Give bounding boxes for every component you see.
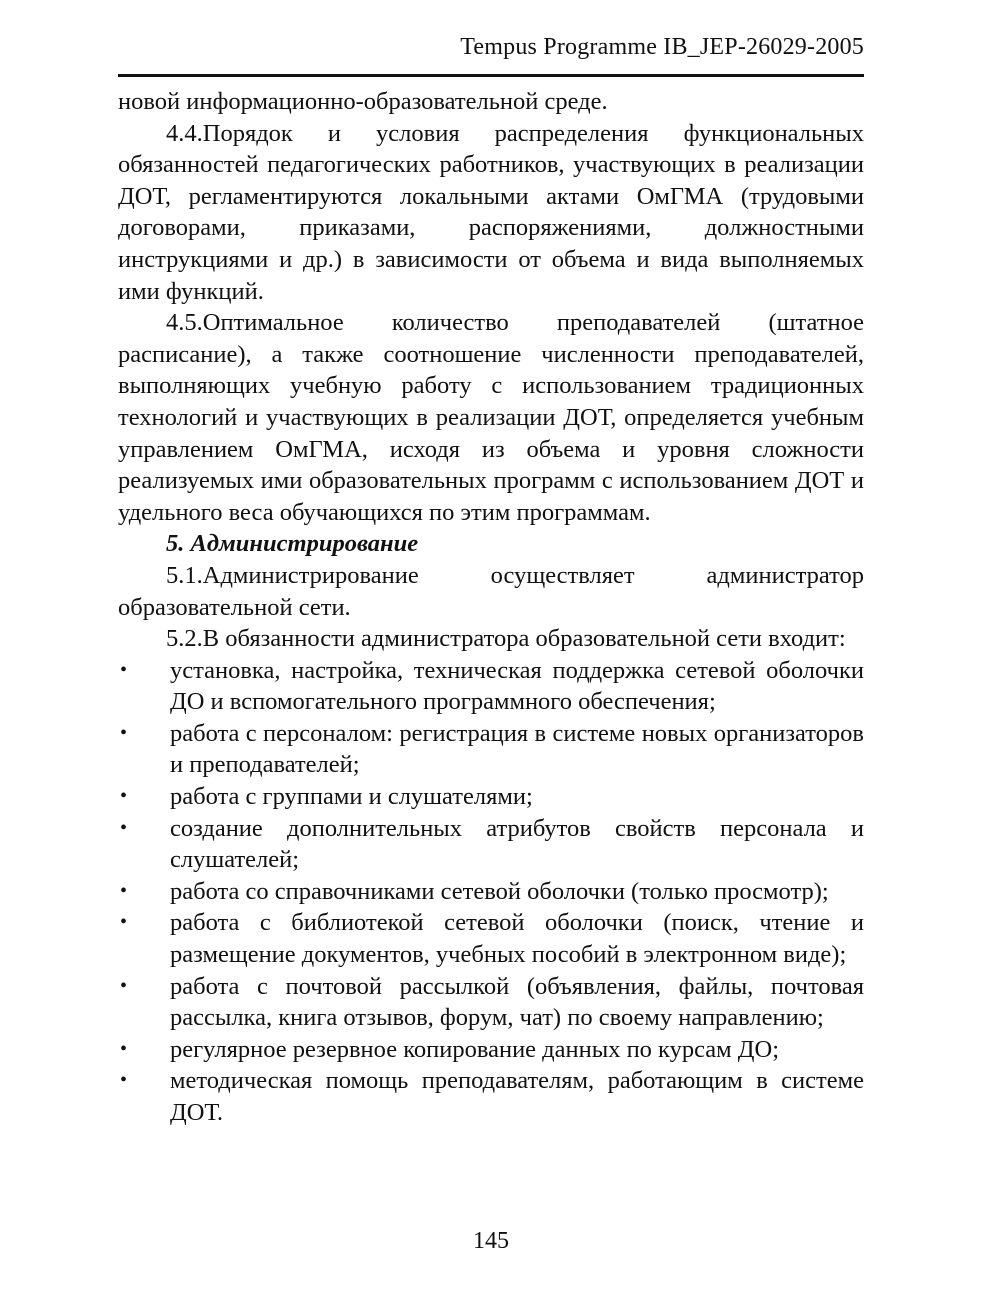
bullet-icon: •: [120, 911, 128, 934]
bullet-icon: •: [120, 974, 128, 997]
header-rule: [118, 74, 864, 77]
paragraph-5-2: 5.2.В обязанности администратора образовательной сети входит:: [166, 625, 846, 653]
bullet-icon: •: [120, 879, 128, 902]
duties-list: [118, 655, 864, 1129]
page-number: 145: [473, 1228, 509, 1254]
bullet-icon: •: [120, 1037, 128, 1060]
list-item: [118, 718, 864, 781]
list-item-text: работа с библиотекой сетевой оболочки (поиск, чтение и размещение документов, учебных пособий в электронном виде);: [170, 909, 864, 969]
list-item: [118, 781, 864, 813]
paragraph-4-5: 4.5.Оптимальное количество преподавателей (штатное расписание), а также соотношение численности преподавателей, выполняющих учебную работу с использованием традиционных технологий и участвующих в реализации ДОТ, определяется учебным управлением ОмГМА, исходя из объема и уровня сложности реализуемых ими образовательных программ с использованием ДОТ и удельного веса обучающихся по этим программам.: [118, 309, 864, 526]
list-item-text: работа с почтовой рассылкой (объявления, файлы, почтовая рассылка, книга отзывов, форум, чат) по своему направлению;: [170, 972, 864, 1032]
list-item: [118, 813, 864, 876]
document-page: [118, 0, 864, 1298]
bullet-icon: •: [120, 658, 128, 681]
list-item-text: работа с группами и слушателями;: [170, 783, 533, 811]
continuation-paragraph: новой информационно-образовательной среде.: [118, 88, 608, 115]
list-item-text: работа с персоналом: регистрация в системе новых организаторов и преподавателей;: [170, 719, 864, 779]
list-item: [118, 876, 864, 908]
paragraph-5-1: 5.1.Администрирование осуществляет администратор образовательной сети.: [118, 561, 864, 621]
section-5-heading: 5. Администрирование: [166, 530, 419, 558]
bullet-icon: •: [120, 816, 128, 839]
list-item-text: регулярное резервное копирование данных по курсам ДО;: [170, 1035, 780, 1063]
list-item-text: установка, настройка, техническая поддержка сетевой оболочки ДО и вспомогательного программного обеспечения;: [170, 656, 864, 716]
running-header: Tempus Programme IB_JEP-26029-2005: [460, 34, 864, 60]
list-item-text: создание дополнительных атрибутов свойств персонала и слушателей;: [170, 814, 864, 874]
bullet-icon: •: [120, 785, 128, 808]
bullet-icon: •: [120, 1069, 128, 1092]
list-item: [118, 971, 864, 1034]
list-item-text: работа со справочниками сетевой оболочки (только просмотр);: [170, 877, 829, 905]
list-item: [118, 1034, 864, 1066]
list-item: [118, 655, 864, 718]
bullet-icon: •: [120, 721, 128, 744]
list-item: [118, 1065, 864, 1128]
list-item: [118, 907, 864, 970]
paragraph-4-4: 4.4.Порядок и условия распределения функциональных обязанностей педагогических работников, участвующих в реализации ДОТ, регламентируются локальными актами ОмГМА (трудовыми договорами, приказами, распоряжениями, должностными инструкциями и др.) в зависимости от объема и вида выполняемых ими функций.: [118, 119, 864, 305]
page-body: [118, 86, 864, 1129]
list-item-text: методическая помощь преподавателям, работающим в системе ДОТ.: [170, 1067, 864, 1126]
